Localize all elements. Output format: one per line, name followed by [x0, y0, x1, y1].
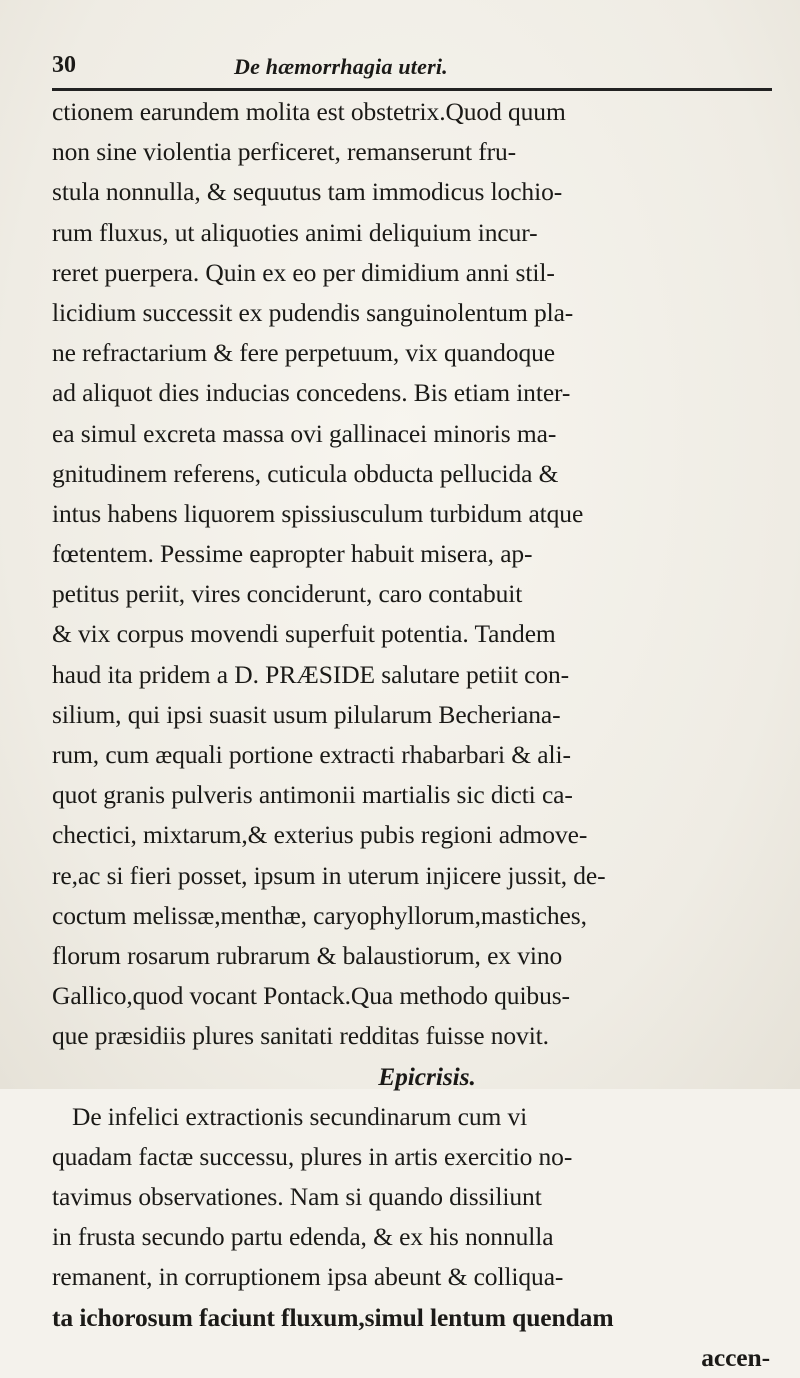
- text-line: florum rosarum rubrarum & balaustiorum, ex vino: [52, 940, 563, 970]
- text-line: haud ita pridem a D. PRÆSIDE salutare petiit con-: [52, 659, 570, 689]
- text-line: rum, cum æquali portione extracti rhabarbari & ali-: [52, 740, 571, 769]
- text-line: in frusta secundo partu edenda, & ex his nonnulla: [52, 1222, 554, 1252]
- text-line: que præsidiis plures sanitati redditas fuisse novit.: [52, 1021, 549, 1051]
- text-line: non sine violentia perficeret, remanserunt fru-: [52, 137, 517, 167]
- catchword: accen-: [701, 1342, 770, 1372]
- text-line: petitus periit, vires conciderunt, caro contabuit: [52, 579, 523, 609]
- body-text: [52, 92, 782, 1378]
- text-line: & vix corpus movendi superfuit potentia. Tandem: [52, 619, 556, 649]
- text-line: rum fluxus, ut aliquoties animi deliquium incur-: [52, 217, 538, 247]
- page-header: [52, 52, 772, 88]
- text-line: tavimus observationes. Nam si quando dissiliunt: [52, 1182, 542, 1212]
- page-number: 30: [52, 52, 76, 78]
- text-line: coctum melissæ,menthæ, caryophyllorum,mastiches,: [52, 900, 587, 930]
- running-title: De hæmorrhagia uteri.: [234, 54, 448, 79]
- text-line: licidium successit ex pudendis sanguinolentum pla-: [52, 297, 574, 327]
- text-line: ne refractarium & fere perpetuum, vix quandoque: [52, 338, 555, 368]
- text-line: quot granis pulveris antimonii martialis sic dicti ca-: [52, 780, 573, 810]
- text-line: ea simul excreta massa ovi gallinacei minoris ma-: [52, 418, 557, 448]
- text-line: quadam factæ successu, plures in artis exercitio no-: [52, 1141, 573, 1171]
- text-line: chectici, mixtarum,& exterius pubis regioni admove-: [52, 820, 588, 850]
- text-line: re,ac si fieri posset, ipsum in uterum injicere jussit, de-: [52, 860, 606, 890]
- text-line: De infelici extractionis secundinarum cum vi: [72, 1101, 528, 1131]
- text-line: ta ichorosum faciunt fluxum,simul lentum quendam: [52, 1302, 614, 1332]
- text-line: ad aliquot dies inducias concedens. Bis etiam inter-: [52, 378, 571, 408]
- text-line: silium, qui ipsi suasit usum pilularum Becheriana-: [52, 699, 561, 729]
- text-line: intus habens liquorem spissiusculum turbidum atque: [52, 498, 584, 528]
- header-rule: [52, 88, 772, 91]
- text-line: Gallico,quod vocant Pontack.Qua methodo quibus-: [52, 981, 570, 1011]
- text-line: fœtentem. Pessime eapropter habuit misera, ap-: [52, 539, 533, 569]
- section-heading: Epicrisis.: [378, 1061, 476, 1091]
- text-line: reret puerpera. Quin ex eo per dimidium anni stil-: [52, 257, 555, 287]
- text-line: stula nonnulla, & sequutus tam immodicus lochio-: [52, 177, 563, 207]
- text-line: remanent, in corruptionem ipsa abeunt & colliqua-: [52, 1262, 564, 1292]
- text-line: ctionem earundem molita est obstetrix.Quod quum: [52, 97, 566, 126]
- text-line: gnitudinem referens, cuticula obducta pellucida &: [52, 458, 559, 488]
